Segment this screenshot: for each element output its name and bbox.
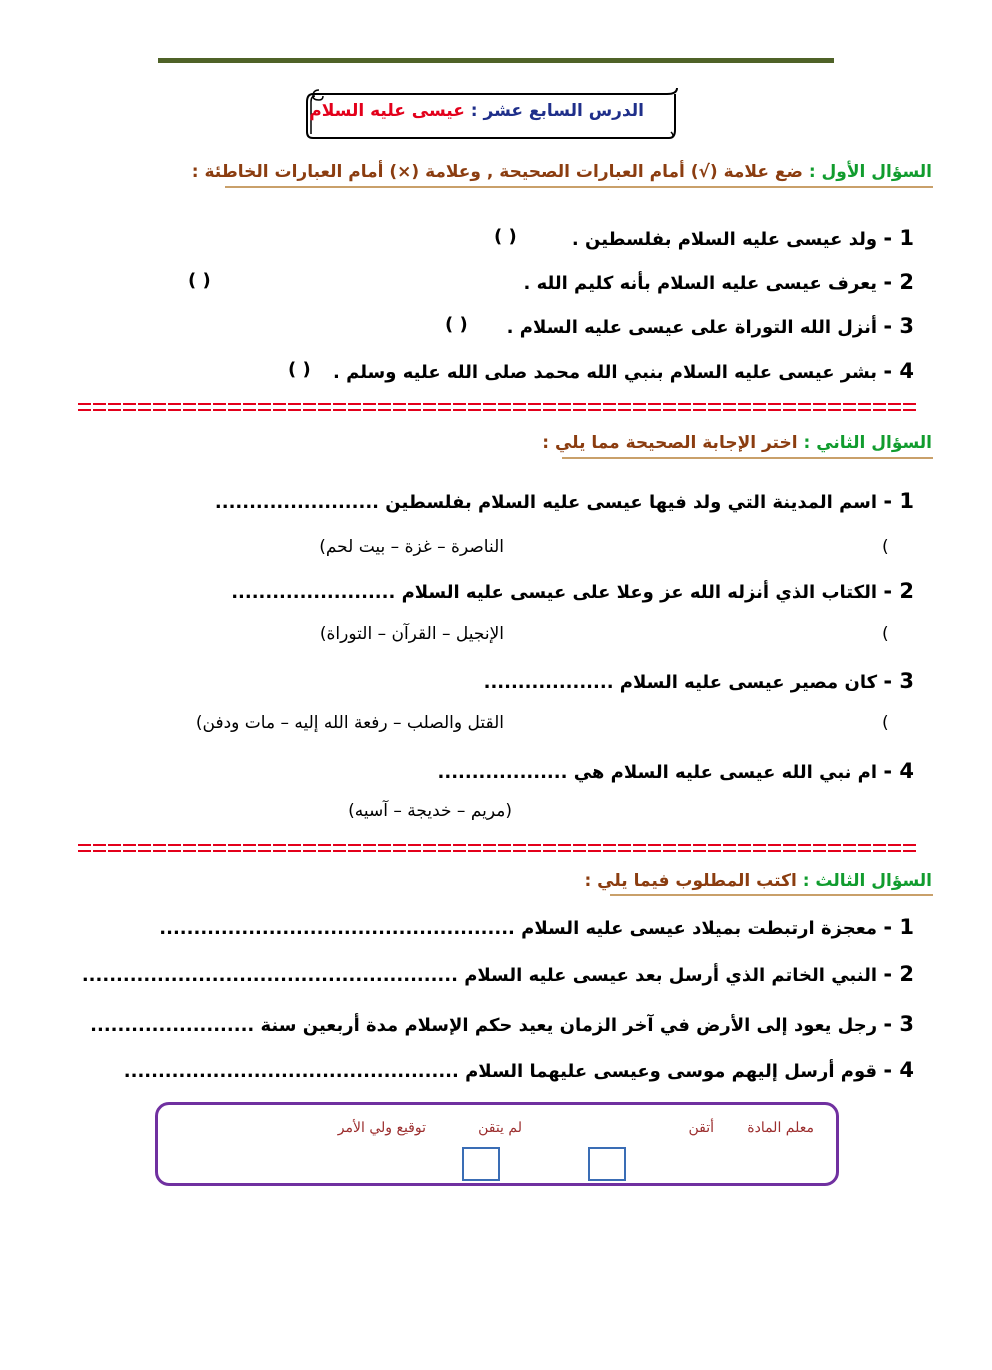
question-3-heading — [584, 871, 932, 891]
q2-item-1-open-paren: ( — [882, 537, 889, 557]
q3-item-1-number: 1 - — [883, 915, 914, 939]
question-3-instruction: اكتب المطلوب فيما يلي : — [584, 871, 797, 891]
lesson-name: عيسى عليه السلام — [309, 101, 465, 121]
q2-item-4-options[interactable]: (مريم – خديجة – آسيه) — [348, 801, 512, 821]
q1-item-2-text: يعرف عيسى عليه السلام بأنه كليم الله . — [523, 273, 878, 294]
q2-item-2-options[interactable]: الإنجيل – القرآن – التوراة) — [319, 624, 504, 644]
question-2-title: السؤال الثاني : — [803, 433, 932, 453]
q2-item-4-text: ام نبي الله عيسى عليه السلام هي ................... — [437, 762, 878, 783]
question-3-title: السؤال الثالث : — [802, 871, 932, 891]
q2-item-4-number: 4 - — [883, 759, 914, 783]
question-1-instruction: ضع علامة (√) أمام العبارات الصحيحة , وعلامة (×) أمام العبارات الخاطئة : — [191, 162, 803, 182]
q3-item-4 — [124, 1058, 914, 1082]
teacher-label: معلم المادة — [747, 1120, 814, 1136]
not-mastered-label: لم يتقن — [478, 1120, 522, 1136]
question-3-underline — [610, 894, 933, 896]
question-2-heading — [542, 433, 932, 453]
question-1-underline — [225, 186, 933, 188]
q1-item-1-answer-box[interactable]: ( ) — [494, 226, 517, 247]
q2-item-2-open-paren: ( — [882, 624, 889, 644]
mastered-checkbox[interactable] — [588, 1147, 626, 1181]
q1-item-3-answer-box[interactable]: ( ) — [445, 314, 468, 335]
q3-item-4-text: قوم أرسل إليهم موسى وعيسى عليهما السلام ................................................. — [123, 1061, 878, 1082]
question-2-underline — [562, 457, 933, 459]
guardian-signature-label: توقيع ولي الأمر — [337, 1120, 426, 1136]
q2-item-1 — [215, 489, 914, 513]
q1-item-1 — [572, 226, 914, 250]
q3-item-2-number: 2 - — [883, 962, 914, 986]
lesson-prefix: الدرس السابع عشر : — [470, 101, 644, 121]
q2-item-2 — [231, 579, 914, 603]
q2-item-1-number: 1 - — [883, 489, 914, 513]
q1-item-3-number: 3 - — [883, 314, 914, 338]
question-1-title: السؤال الأول : — [808, 162, 932, 182]
q2-item-2-text: الكتاب الذي أنزله الله عز وعلا على عيسى عليه السلام ........................ — [231, 582, 878, 603]
q3-item-4-number: 4 - — [883, 1058, 914, 1082]
q3-item-3-text: رجل يعود إلى الأرض في آخر الزمان يعيد حكم الإسلام مدة أربعين سنة ........................ — [90, 1015, 878, 1036]
q2-item-3-text: كان مصير عيسى عليه السلام ................... — [483, 672, 878, 693]
q1-item-3-text: أنزل الله التوراة على عيسى عليه السلام . — [506, 317, 878, 338]
section-separator — [78, 402, 918, 412]
q3-item-3 — [90, 1012, 914, 1036]
q3-item-1 — [159, 915, 914, 939]
lesson-title-banner — [305, 86, 680, 140]
q1-item-1-text: ولد عيسى عليه السلام بفلسطين . — [571, 229, 878, 250]
q1-item-4-text: بشر عيسى عليه السلام بنبي الله محمد صلى الله عليه وسلم . — [332, 362, 878, 383]
section-separator-2 — [78, 843, 918, 853]
q1-item-3 — [507, 314, 914, 338]
q2-item-3-options[interactable]: القتل والصلب – رفعة الله إليه – مات ودفن) — [195, 713, 504, 733]
q2-item-3 — [484, 669, 914, 693]
q2-item-2-number: 2 - — [883, 579, 914, 603]
q1-item-1-number: 1 - — [883, 226, 914, 250]
q3-item-3-number: 3 - — [883, 1012, 914, 1036]
question-2-instruction: اختر الإجابة الصحيحة مما يلي : — [542, 433, 798, 453]
q1-item-2-answer-box[interactable]: ( ) — [188, 270, 211, 291]
q2-item-1-options[interactable]: الناصرة – غزة – بيت لحم) — [319, 537, 504, 557]
q3-item-1-text: معجزة ارتبطت بميلاد عيسى عليه السلام .................................................... — [159, 918, 878, 939]
q3-item-2-text: النبي الخاتم الذي أرسل بعد عيسى عليه السلام ....................................................... — [81, 965, 878, 986]
lesson-title — [309, 101, 644, 121]
q1-item-4 — [333, 359, 914, 383]
q2-item-3-open-paren: ( — [882, 713, 889, 733]
q1-item-4-number: 4 - — [883, 359, 914, 383]
q2-item-3-number: 3 - — [883, 669, 914, 693]
not-mastered-checkbox[interactable] — [462, 1147, 500, 1181]
q1-item-2-number: 2 - — [883, 270, 914, 294]
q1-item-4-answer-box[interactable]: ( ) — [288, 359, 311, 380]
q1-item-2 — [523, 270, 914, 294]
q2-item-1-text: اسم المدينة التي ولد فيها عيسى عليه السلام بفلسطين ........................ — [214, 492, 878, 513]
q2-item-4 — [438, 759, 914, 783]
mastered-label: أتقن — [688, 1120, 714, 1136]
question-1-heading — [192, 162, 932, 182]
q3-item-2 — [82, 962, 914, 986]
top-divider-line — [158, 58, 834, 63]
